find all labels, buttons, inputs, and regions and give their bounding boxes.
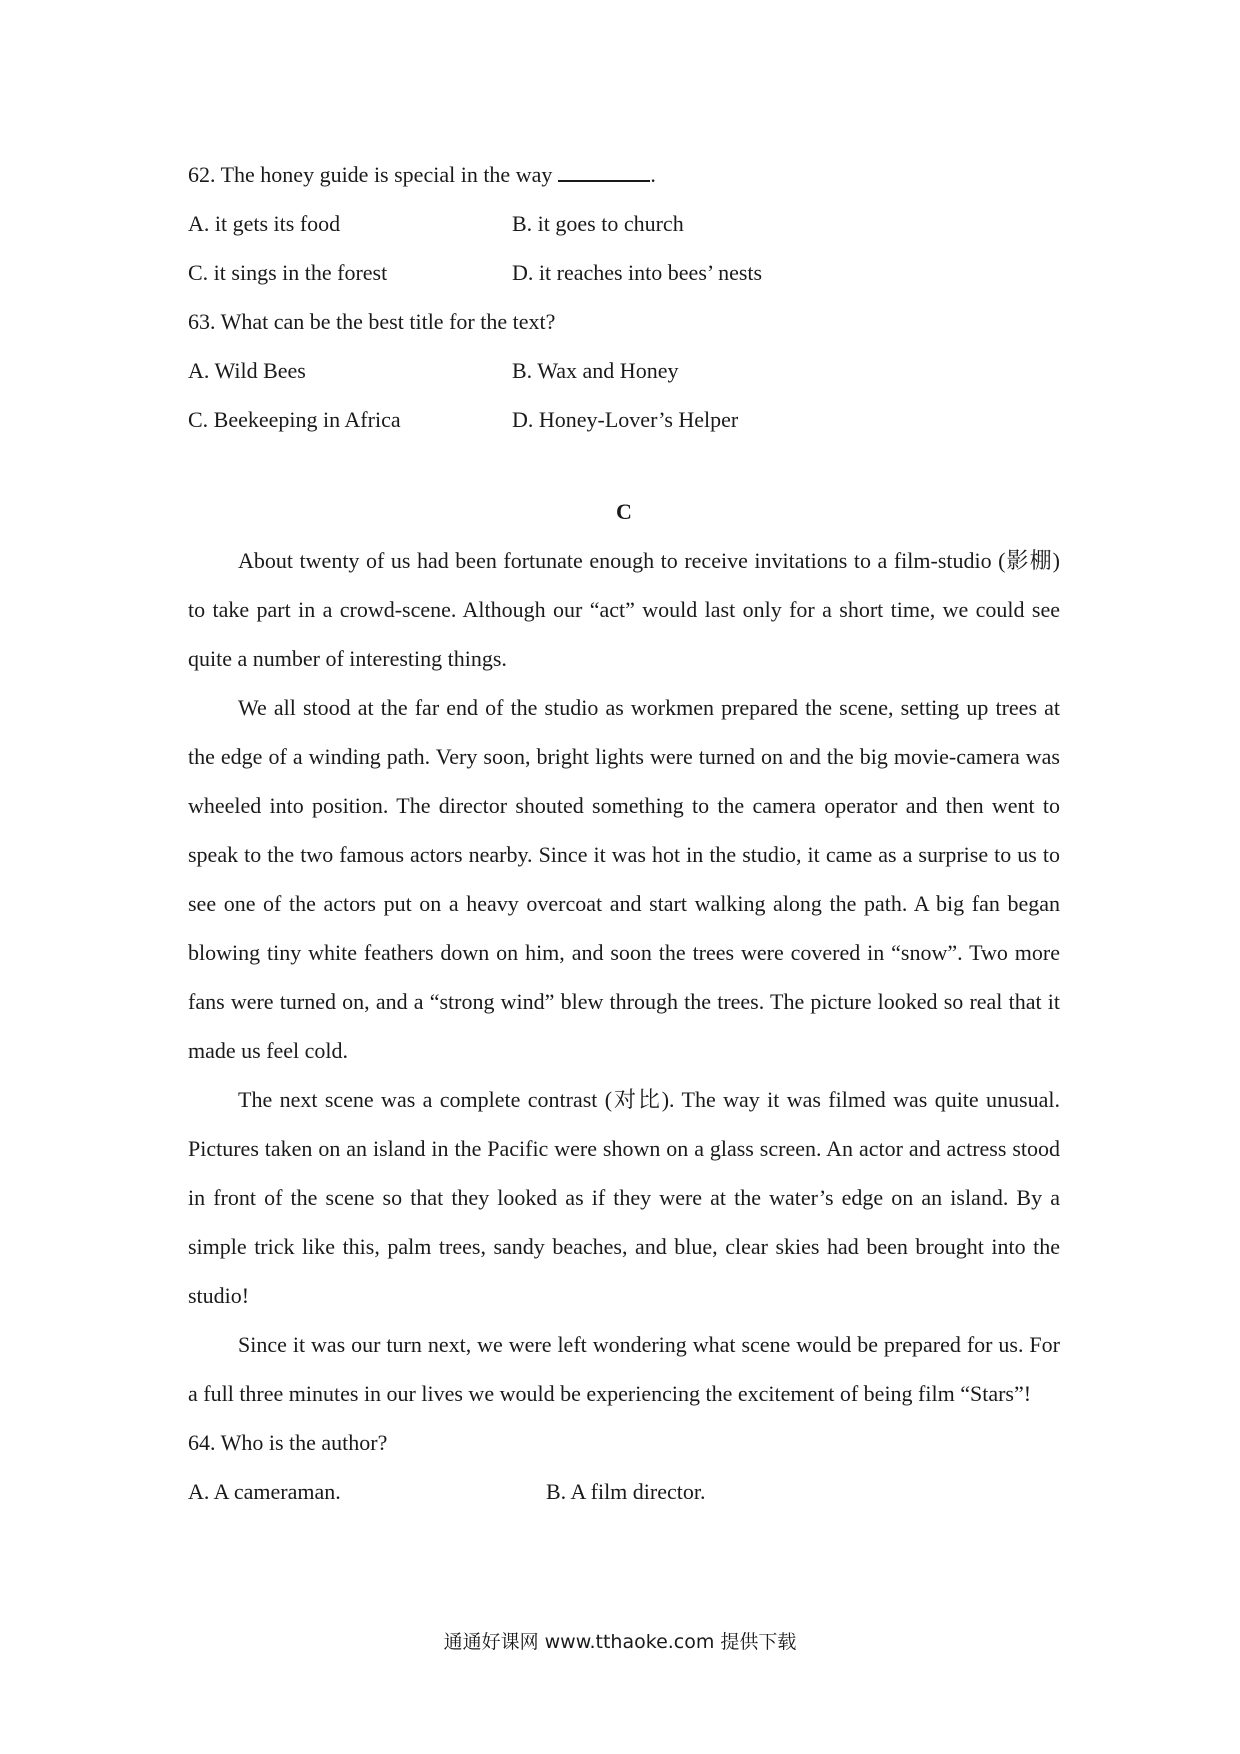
question-62-options-row-1 (188, 199, 1060, 248)
question-62 (188, 150, 1060, 199)
passage-paragraph-3: The next scene was a complete contrast (对比). The way it was filmed was quite unusual. Pictures taken on an island in the Pacific were shown on a glass screen. An actor and actress stood in front of the scene so that they looked as if they were at the water’s edge on an island. By a simple trick like this, palm trees, sandy beaches, and blue, clear skies had been brought into the studio! (188, 1087, 1060, 1308)
question-64-options-row-1 (188, 1467, 1060, 1516)
option-62-a: A. it gets its food (188, 211, 341, 236)
section-heading: C (616, 499, 632, 524)
passage-paragraph-4: Since it was our turn next, we were left wondering what scene would be prepared for us. For a full three minutes in our lives we would be experiencing the excitement of being film “Stars”! (188, 1332, 1060, 1406)
answer-blank (558, 152, 650, 182)
question-64-stem: 64. Who is the author? (188, 1430, 388, 1455)
question-63-options-row-1 (188, 346, 1060, 395)
option-62-b: B. it goes to church (512, 211, 684, 236)
question-63-stem: 63. What can be the best title for the text? (188, 309, 556, 334)
option-63-a: A. Wild Bees (188, 358, 306, 383)
option-63-d: D. Honey-Lover’s Helper (512, 407, 739, 432)
option-64-a: A. A cameraman. (188, 1479, 341, 1504)
question-63-options-row-2 (188, 395, 1060, 444)
option-62-d: D. it reaches into bees’ nests (512, 260, 763, 285)
exam-page (188, 150, 1060, 1516)
page-footer: 通通好课网 www.tthaoke.com 提供下载 (443, 1631, 797, 1653)
question-62-options-row-2 (188, 248, 1060, 297)
passage-paragraph-2: We all stood at the far end of the studio as workmen prepared the scene, setting up trees at the edge of a winding path. Very soon, bright lights were turned on and the big movie-camera was wheeled into position. The director shouted something to the camera operator and then went to speak to the two famous actors nearby. Since it was hot in the studio, it came as a surprise to us to see one of the actors put on a heavy overcoat and start walking along the path. A big fan began blowing tiny white feathers down on him, and soon the trees were covered in “snow”. Two more fans were turned on, and a “strong wind” blew through the trees. The picture looked so real that it made us feel cold. (188, 695, 1060, 1063)
option-62-c: C. it sings in the forest (188, 260, 388, 285)
question-62-stem: 62. The honey guide is special in the way (188, 162, 553, 187)
option-64-b: B. A film director. (546, 1479, 706, 1504)
passage-paragraph-1: About twenty of us had been fortunate enough to receive invitations to a film-studio (影棚) to take part in a crowd-scene. Although our “act” would last only for a short time, we could see quite a number of interesting things. (188, 548, 1060, 671)
option-63-c: C. Beekeeping in Africa (188, 407, 401, 432)
option-63-b: B. Wax and Honey (512, 358, 679, 383)
question-62-end: . (650, 162, 656, 187)
